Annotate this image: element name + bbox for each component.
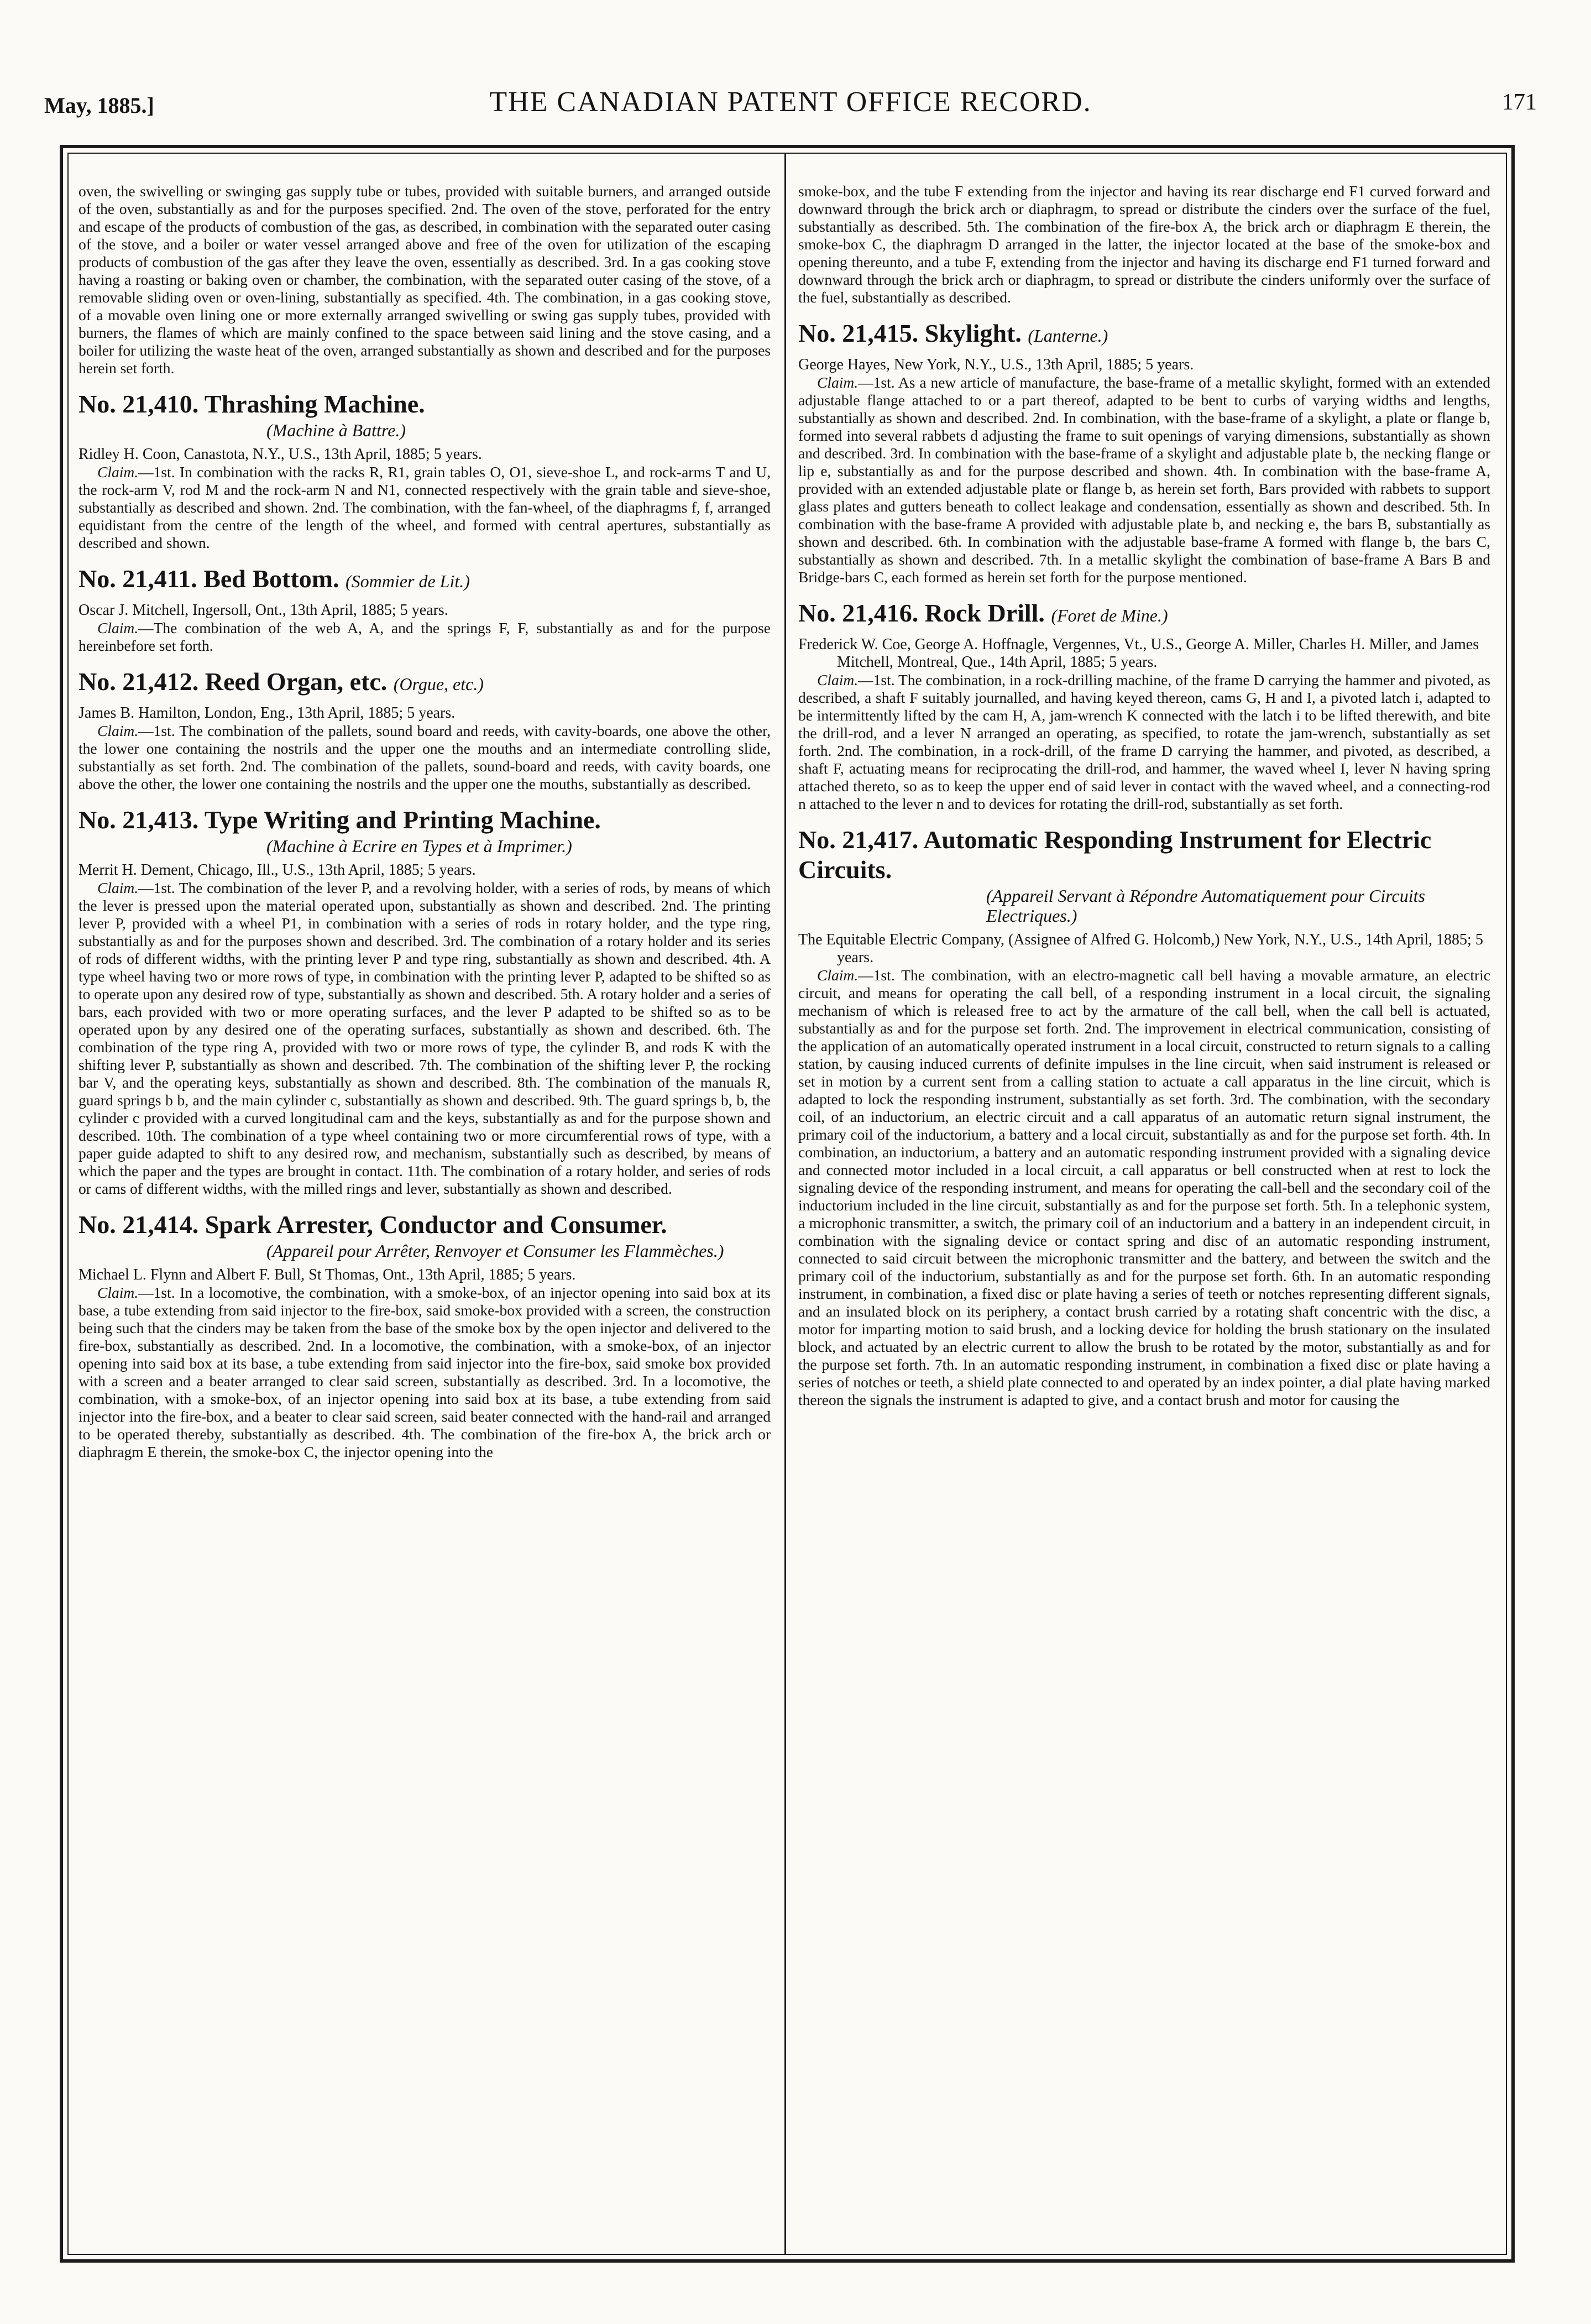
- patent-title: Thrashing Machine.: [204, 390, 425, 418]
- claim-text: —1st. The combination, in a rock-drilling machine, of the frame D carrying the hammer and pivoted, as described, a shaft F suitably journalled, and having keyed thereon, cams G, H and I, a pivoted latch i, adapted to be intermittently lifted by the cam H, A, jam-wrench K connected with the latch i to be lifted therewith, and bite the drill-rod, and a lever N arranged an operating, as specified, to rotate the jam-wrench, substantially as set forth. 2nd. The combination, in a rock-drill, of the frame D carrying the hammer, and pivoted, as described, a shaft F, actuating means for reciprocating the drill-rod, and hammer, the waved wheel I, lever N having spring attached thereto, so as to keep the upper end of said lever in contact with the waved wheel, and a connecting-rod n attached to the lever n and to devices for rotating the drill-rod, substantially as set forth.: [798, 671, 1490, 812]
- patent-title: Rock Drill.: [924, 599, 1045, 627]
- patent-21413: [78, 805, 771, 1198]
- french-title: (Lanterne.): [1028, 326, 1108, 346]
- right-column: [798, 182, 1490, 2239]
- patent-21417: [798, 825, 1490, 1409]
- patent-number: No. 21,417.: [798, 826, 919, 854]
- inventor-line: The Equitable Electric Company, (Assignee of Alfred G. Holcomb,) New York, N.Y., U.S., 14th April, 1885; 5 years.: [798, 931, 1483, 966]
- inventor-line: George Hayes, New York, N.Y., U.S., 13th April, 1885; 5 years.: [798, 356, 1194, 373]
- patent-number: No. 21,412.: [78, 667, 199, 696]
- patent-heading: [78, 667, 771, 699]
- patent-number: No. 21,411.: [78, 565, 197, 593]
- inventor-line: Oscar J. Mitchell, Ingersoll, Ont., 13th April, 1885; 5 years.: [78, 602, 448, 619]
- french-title: (Orgue, etc.): [393, 674, 484, 694]
- running-head: [44, 86, 1537, 130]
- continuation-text: oven, the swivelling or swinging gas supply tube or tubes, provided with suitable burners, and arranged outside of the oven, substantially as and for the purposes specified. 2nd. The oven of the stove, perforated for the entry and escape of the products of combustion of the gas, as described, in combination with the separated outer casing of the stove, and a boiler or water vessel arranged above and free of the oven for utilization of the escaping products of combustion of the gas after they leave the oven, essentially as described. 3rd. In a gas cooking stove having a roasting or baking oven or chamber, the combination, with the separated outer casing of the stove, of a removable sliding oven or oven-lining, substantially as specified. 4th. The combination, in a gas cooking stove, of a movable oven lining one or more externally arranged swivelling or swing gas supply tubes, provided with burners, the flames of which are mainly confined to the space between said lining and the stove casing, and a boiler for utilizing the waste heat of the oven, arranged substantially as shown and described and for the purposes herein set forth.: [78, 182, 771, 377]
- inventor-line: Merrit H. Dement, Chicago, Ill., U.S., 13th April, 1885; 5 years.: [78, 861, 476, 879]
- claim-label: Claim.: [97, 619, 139, 636]
- french-title: (Sommier de Lit.): [346, 571, 470, 591]
- inventor-line: Ridley H. Coon, Canastota, N.Y., U.S., 13th April, 1885; 5 years.: [78, 446, 482, 463]
- inventor-line: Michael L. Flynn and Albert F. Bull, St Thomas, Ont., 13th April, 1885; 5 years.: [78, 1266, 576, 1283]
- claim-text: —1st. The combination of the pallets, sound board and reeds, with cavity-boards, one above the other, the lower one containing the nostrils and the upper one the mouths and an intermediate controlling slide, substantially as set forth. 2nd. The combination of the pallets, sound-board and reeds, with cavity boards, one above the other, the lower one containing the nostrils and the upper one the mouths, substantially as described.: [78, 722, 771, 792]
- claim-text: —The combination of the web A, A, and the springs F, F, substantially as and for the purpose hereinbefore set forth.: [78, 619, 771, 654]
- patent-21410: [78, 389, 771, 552]
- claim-label: Claim.: [97, 463, 139, 481]
- journal-title: THE CANADIAN PATENT OFFICE RECORD.: [489, 86, 1092, 118]
- claim-label: Claim.: [97, 1284, 139, 1301]
- claim-label: Claim.: [817, 967, 859, 984]
- claim-text: —1st. In a locomotive, the combination, with a smoke-box, of an injector opening into said box at its base, a tube extending from said injector to the fire-box, said smoke-box provided with a screen, the construction being such that the cinders may be taken from the base of the smoke box by the open injector and delivered to the fire-box, substantially as described. 2nd. In a locomotive, the combination, with a smoke-box, of an injector opening into said box at its base, a tube extending from said injector into the fire-box, said smoke box provided with a screen and a beater arranged to clear said screen, substantially as described. 3rd. In a locomotive, the combination, with a smoke-box, of an injector opening into said box at its base, a tube extending from said injector into the fire-box, and a beater to clear said screen, said beater connected with the hand-rail and arranged to be operated thereby, substantially as described. 4th. The combination of the fire-box A, the brick arch or diaphragm E therein, the smoke-box C, the injector opening into the: [78, 1284, 771, 1460]
- patent-21416: [798, 598, 1490, 813]
- claim-label: Claim.: [817, 374, 859, 391]
- patent-number: No. 21,415.: [798, 319, 919, 347]
- patent-title: Spark Arrester, Conductor and Consumer.: [205, 1210, 667, 1239]
- patent-title: Bed Bottom.: [203, 565, 339, 593]
- french-title: (Foret de Mine.): [1051, 605, 1168, 625]
- patent-21414: [78, 1210, 771, 1461]
- patent-heading: [78, 805, 771, 835]
- patent-heading: [78, 564, 771, 596]
- french-title: (Appareil Servant à Répondre Automatiquement pour Circuits Electriques.): [986, 886, 1425, 926]
- claim-text: —1st. The combination, with an electro-magnetic call bell having a movable armature, an electric circuit, and means for operating the call bell, of a responding instrument in a local circuit, the signaling mechanism of which is released free to act by the armature of the call bell, when the call bell is actuated, substantially as and for the purpose set forth. 2nd. The improvement in electrical communication, consisting of the application of an automatically operated instrument in a local circuit, constructed to return signals to a calling station, by causing induced currents of definite impulses in the line circuit, when said instrument is released or set in motion by a current sent from a calling station to actuate a call apparatus in the line circuit, which is adapted to lock the responding instrument, substantially as set forth. 3rd. The combination, with the secondary coil, of an inductorium, an electric circuit and a call apparatus of an automatic return signal instrument, the primary coil of the inductorium, a battery and a local circuit, substantially as and for the purpose set forth. 4th. In combination, an inductorium, a battery and an automatic responding instrument provided with a signaling device and connected motor included in a local circuit, a call apparatus or bell constructed when at rest to lock the signaling device of the responding instrument, and means for operating the call-bell and the secondary coil of the inductorium included in the line circuit, substantially as and for the purpose set forth. 5th. In a telephonic system, a microphonic transmitter, a switch, the primary coil of an inductorium and a battery in an independent circuit, in combination with the signaling device or contact spring and disc of an automatic responding instrument, connected to said circuit between the microphonic transmitter and the battery, and between the switch and the primary coil of the inductorium, substantially as and for the purpose set forth. 6th. In an automatic responding instrument, in combination, a fixed disc or plate having a series of teeth or notches representing different signals, and an insulated block on its periphery, a contact brush carried by a rotating shaft concentric with the disc, a motor for imparting motion to said brush, and a locking device for holding the brush stationary on the insulated block, and actuated by an electric current to allow the brush to be rotated by the motor, substantially as and for the purpose set forth. 7th. In an automatic responding instrument, in combination a fixed disc or plate having a series of notches or teeth, a shield plate connected to and operated by an index pointer, a dial plate having marked thereon the signals the instrument is adapted to give, and a contact brush and motor for causing the: [798, 967, 1490, 1408]
- claim-text: —1st. As a new article of manufacture, the base-frame of a metallic skylight, formed with an extended adjustable flange attached to or a part thereof, adapted to be bent to curbs of varying widths and lengths, substantially as shown and described. 2nd. In combination, with the base-frame of a skylight, a plate or flange b, formed into several rabbets d adjusting the frame to suit openings of varying dimensions, substantially as shown and described. 3rd. In combination with the base-frame of a skylight and adjustable plate b, the necking flange or lip e, substantially as and for the purpose described and shown. 4th. In combination with the base-frame A, provided with an extended adjustable plate or flange b, as herein set forth, Bars provided with rabbets to support glass plates and gutters beneath to collect leakage and condensation, essentially as shown and described. 5th. In combination with the base-frame A provided with adjustable plate b, and necking e, the bars B, substantially as shown and described. 6th. In combination with the adjustable base-frame A formed with flange b, the bars C, substantially as shown and described. 7th. In a metallic skylight the combination of base-frame A Bars B and Bridge-bars C, each formed as herein set forth for the purpose mentioned.: [798, 374, 1490, 586]
- french-title: (Appareil pour Arrêter, Renvoyer et Consumer les Flammèches.): [266, 1241, 724, 1261]
- patent-heading: [798, 825, 1490, 885]
- french-title: (Machine à Battre.): [266, 420, 406, 440]
- patent-21415: [798, 318, 1490, 586]
- french-title: (Machine à Ecrire en Types et à Imprimer.): [266, 836, 572, 856]
- patent-heading: [78, 389, 771, 419]
- claim-label: Claim.: [97, 879, 139, 896]
- patent-number: No. 21,416.: [798, 599, 919, 627]
- patent-title: Skylight.: [924, 319, 1022, 347]
- continuation-text: smoke-box, and the tube F extending from the injector and having its rear discharge end F1 curved forward and downward through the brick arch or diaphragm, to spread or distribute the cinders over the surface of the fuel, substantially as described. 5th. The combination of the fire-box A, the brick arch or diaphragm E therein, the smoke-box C, the diaphragm D arranged in the latter, the injector located at the base of the smoke-box and opening thereunto, and a tube F, extending from the injector and having its discharge end F1 turned forward and downward through the brick arch or diaphragm, to spread or distribute the cinders uniformly over the surface of the fuel, substantially as described.: [798, 182, 1490, 306]
- patent-number: No. 21,410.: [78, 390, 199, 418]
- inventor-line: Frederick W. Coe, George A. Hoffnagle, Vergennes, Vt., U.S., George A. Miller, Charles H. Miller, and James Mitchell, Montreal, Que., 14th April, 1885; 5 years.: [798, 636, 1479, 671]
- patent-number: No. 21,413.: [78, 806, 199, 834]
- patent-heading: [798, 598, 1490, 630]
- patent-heading: [78, 1210, 771, 1240]
- page-number: 171: [1502, 90, 1537, 115]
- claim-text: —1st. The combination of the lever P, and a revolving holder, with a series of rods, by means of which the lever is pressed upon the material operated upon, substantially as shown and described. 2nd. The printing lever P, provided with a wheel P1, in combination with a series of rods in rotary holder, and the type ring, substantially as and for the purposes shown and described. 3rd. The combination of a rotary holder and its series of rods of different widths, with the printing lever P and type ring, substantially as shown and described. 4th. A type wheel having two or more rows of type, in combination with the printing lever P, adapted to be shifted so as to operate upon any desired row of type, substantially as shown and described. 5th. A rotary holder and a series of bars, each provided with two or more operating surfaces, and the lever P adapted to be shifted so as to be operated upon by any desired one of the operating surfaces, substantially as shown and described. 6th. The combination of the type ring A, provided with two or more rows of type, the cylinder B, and rods K with the shifting lever P, substantially as shown and described. 7th. The combination of the shifting lever P, the rocking bar V, and the operating keys, substantially as shown and described. 8th. The combination of the manuals R, guard springs b b, and the main cylinder c, substantially as shown and described. 9th. The guard springs b, b, the cylinder c provided with a curved longitudinal cam and the keys, substantially as and for the purpose shown and described. 10th. The combination of a type wheel containing two or more circumferential rows of type, with a paper guide adapted to shift to any desired row, and mechanism, substantially such as described, by means of which the paper and the types are brought in contact. 11th. The combination of a rotary holder, and series of rods or cams of different widths, with the milled rings and lever, substantially as shown and described.: [78, 879, 771, 1197]
- claim-text: —1st. In combination with the racks R, R1, grain tables O, O1, sieve-shoe L, and rock-arms T and U, the rock-arm V, rod M and the rock-arm N and N1, connected respectively with the grain table and sieve-shoe, substantially as described and shown. 2nd. The combination, with the fan-wheel, of the diaphragms f, f, arranged equidistant from the centre of the length of the wheel, and formed with central apertures, substantially as described and shown.: [78, 463, 771, 551]
- column-divider: [784, 153, 786, 2255]
- patent-21412: [78, 667, 771, 793]
- patent-title: Reed Organ, etc.: [205, 667, 388, 696]
- claim-label: Claim.: [97, 722, 139, 739]
- patent-heading: [798, 318, 1490, 351]
- patent-number: No. 21,414.: [78, 1210, 199, 1239]
- patent-21411: [78, 564, 771, 655]
- issue-date: May, 1885.]: [44, 93, 154, 118]
- patent-title: Type Writing and Printing Machine.: [204, 806, 601, 834]
- patent-title: Automatic Responding Instrument for Electric Circuits.: [798, 826, 1432, 884]
- inventor-line: James B. Hamilton, London, Eng., 13th April, 1885; 5 years.: [78, 704, 456, 722]
- claim-label: Claim.: [817, 671, 859, 688]
- left-column: [78, 182, 771, 2239]
